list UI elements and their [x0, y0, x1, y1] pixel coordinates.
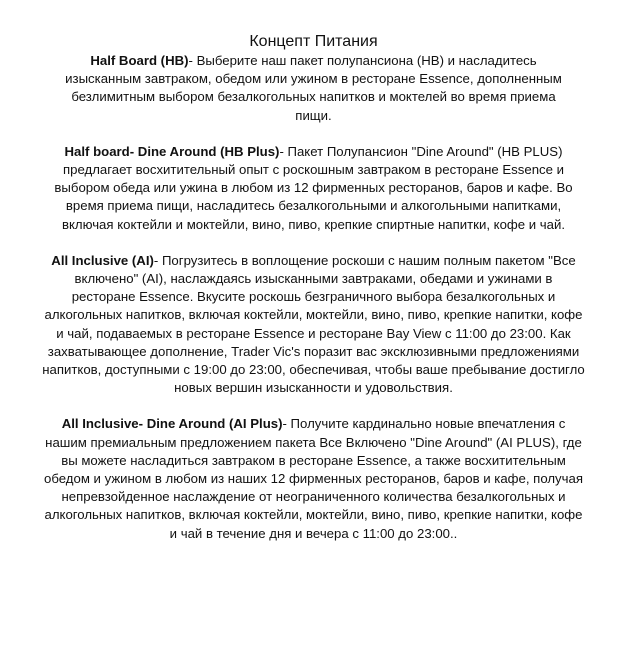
- meal-plan-name: Half board- Dine Around (HB Plus): [64, 143, 280, 159]
- meal-plan-half-board-plus: [44, 143, 584, 234]
- meal-plan-name: All Inclusive (AI): [51, 252, 154, 268]
- meal-plan-name: Half Board (HB): [90, 53, 189, 68]
- meal-plan-description: - Погрузитесь в воплощение роскоши с нашим полным пакетом "Все включено" (AI), наслаждаясь изысканными завтраками, обедами и ужинами в ресторане Essence. Вкусите роскошь безграничного выбора безалкогольных и алкогольных напитков, включая коктейли, моктейли, вино, пиво, крепкие напитки, кофе и чай, подаваемых в ресторане Essence и ресторане Bay View с 11:00 до 23:00. Как захватывающее дополнение, Trader Vic's поразит вас эксклюзивными предложениями напитков, доступными с 19:00 до 23:00, обеспечивая, чтобы ваше пребывание достигло новых вершин изысканности и удовольствия.: [42, 252, 585, 396]
- meal-plan-all-inclusive-plus: [44, 415, 584, 542]
- meal-plan-name: All Inclusive- Dine Around (AI Plus): [61, 416, 283, 432]
- page-title: Концепт Питания: [249, 33, 378, 50]
- meal-plan-all-inclusive: [41, 252, 586, 398]
- meal-plan-half-board: [54, 52, 574, 125]
- meal-plan-description: - Выберите наш пакет полупансиона (HB) и насладитесь изысканным завтраком, обедом или ужином в ресторане Essence, дополненным безлимитным выбором безалкогольных напитков и моктелей во время приема пищи.: [65, 53, 562, 123]
- meal-plan-description: - Пакет Полупансион "Dine Around" (HB PLUS) предлагает восхитительный опыт с роскошным завтраком в ресторане Essence и выбором обеда или ужина в любом из 12 фирменных ресторанов, баров и кафе. Во время приема пищи, насладитесь безалкогольными и алкогольными напитками, включая коктейли и моктейли, вино, пиво, крепкие спиртные напитки, кофе и чай.: [54, 143, 573, 232]
- meal-plan-description: - Получите кардинально новые впечатления с нашим премиальным предложением пакета Все Включено "Dine Around" (AI PLUS), где вы можете насладиться завтраком в ресторане Essence, а также восхитительным обедом и ужином в любом из наших 12 фирменных ресторанов, баров и кафе, получая непревзойденное наслаждение от неограниченного количества безалкогольных и алкогольных напитков, включая коктейли, моктейли, вино, пиво, крепкие напитки, кофе и чай в течение дня и вечера с 11:00 до 23:00..: [44, 416, 583, 541]
